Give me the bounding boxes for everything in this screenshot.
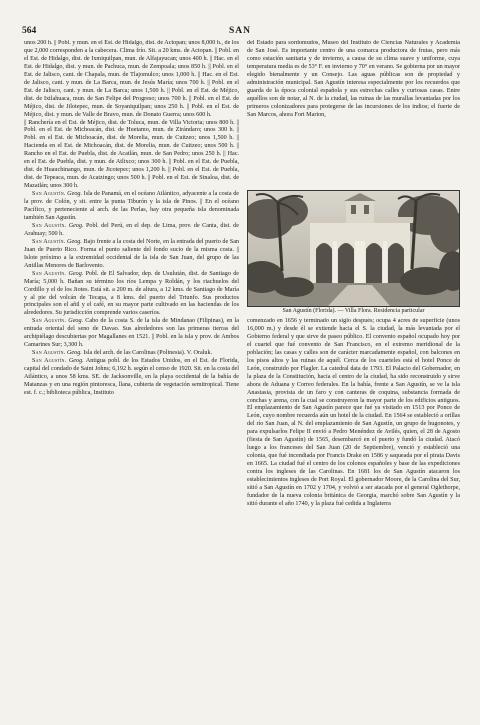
villa-flora-photograph [247,190,460,307]
entry-body: Isla de Panamá, en el océano Atlántico, adyacente a la costa de la prov. de Colón, y sit. entre la punta Tiburón y la isla de Pinos. || En el océano Pacífico, y perteneciente al arch. de las Perlas, hay otra pequeña isla denominada también San Agustín. [24,191,239,221]
entry-headword: San Agustín. [32,191,66,198]
continuation-paragraph: || Ranchería en el Est. de Méjico, dist. de Toluca, mun. de Villa Victoria; unos 800 h. || Pobl. en el Est. de Michoacán, dist. de Huetamo, mun. de Zirándaro; unos 300 h. || Pobl. en el Est. de Michoacán, dist. de Morelia, mun. de Cuitzeo; unos 1,500 h. || Hacienda en el Est. de Michoacán, dist. de Morelia, mun. de Cuitzeo; unos 500 h. || Rancho en el Est. de Puebla, dist. de Acatlán, mun. de San Pedro; unos 250 h. || Hac. en el Est. de Puebla, dist. y mun. de Atlixco; unos 300 h. || Pobl. en el Est. de Puebla, dist. de Huauchinango, mun. de Jicotepec; unos 1,200 h. || Pobl. en el Est. de Puebla, dist. de Tepeaca, mun. de Acatzingo; unos 500 h. || Pobl. en el Est. de Sinaloa, dist. de Mazatlán; unos 300 h. [24,119,239,190]
entry-paragraph [24,271,239,319]
entry-body: Bajo frente a la costa del Norte, en la entrada del puerto de San Juan de Puerto Rico. Forma el punto saliente del fondo sucio de la misma costa. || Islote próximo a la extremidad occidental de la isla de San Juan, del grupo de las Antillas Menores de Barlovento. [24,238,239,269]
entry-body: Isla del arch. de las Carolinas (Polinesia). V. Oraluk. [83,350,213,357]
entry-paragraph [24,223,239,239]
continuation-paragraph: comenzado en 1656 y terminado un siglo después; ocupa 4 acres de superficie (unos 16,000 m.) y desde él se extiende hacia el S. la ciudad, la más levantada por el Gobierno federal y que sirve de paseo público. El convento español ocupado hoy por el cuartel que fué convento de San Francisco, en el extremo meridional de la población; las casas y calles son de carácter marcadamente español, con balcones en los pisos altos y las ruinas de aquél. Cerca de los cuarteles está el hotel Ponce de León, construido por Flagler. La catedral data de 1793. El Palacio del Gobernador, en la plaza de la Constitución, hacia el centro de la ciudad, ha sido reconstruido y sirve ahora de Aduana y Correo federales. En la bahía, frente a San Agustín, se ve la isla Anastasia, provista de un faro y con canteras de coquina, substancia formada de conchas y arena, con la cual se construyeron la mayor parte de los edificios antiguos. El emplazamiento de San Agustín parece que fué ya visitado en 1513 por Ponce de León, cuyo nombre recuerda aún un hotel de la ciudad. En 1564 se estableció a orillas del río San Juan, al N. del emplazamiento de San Agustín, un grupo de hugonotes, y para expulsarlos Felipe II envió a Pedro Menéndez de Avilés, quien, el 28 de Agosto (fiesta de San Agustín) de 1565, desembarcó en el puerto y fundó la ciudad. Atacó luego a los franceses del San Juan (20 de Septiembre), venció y estableció una colonia, que fué incendiada por Francis Drake en 1586 y saqueada por el pirata Davis en 1665. La ciudad fué el centro de los colonos españoles y base de las expediciones contra los ingleses de las Carolinas. En 1681 los de San Agustín atacaron los establecimientos ingleses de Port Royal. El gobernador Moore, de la Carolina del Sur, sitió a San Agustín en 1702 y 1704, y volvió a ser atacada por el general Oglethorpe, fundador de la nueva colonia británica de Georgia, marchó sobre San Agustín y la sitió durante el año 1740, y la plaza fué cedida a Inglaterra [247,318,460,507]
entry-paragraph [24,350,239,358]
entry-category: Geog. [68,270,84,277]
right-column-top [247,40,460,188]
entry-paragraph [24,358,239,398]
entry-headword: San Agustín. [32,270,67,277]
page-number: 564 [22,26,37,36]
entry-body: Cabo de la costa S. de la isla de Mindanao (Filipinas), en la entrada oriental del seno de Davao. Sus alrededores son las primeras tierras del archipiélago descubiertas por Magallanes en 1521. || Pobl. en la isla y prov. de Ambos Camarines Sur; 3,300 h. [24,318,239,349]
figure-caption: San Agustín (Florida). — Villa Flora. Residencia particular [282,308,425,314]
entry-category: Geog. [68,358,84,365]
entry-paragraph [24,318,239,350]
entry-headword: San Agustín. [32,238,66,245]
entry-body: Antigua pobl. de los Estados Unidos, en el Est. de Florida, capital del condado de Saint Johns; 6,192 h. según el censo de 1920. Sit. en la costa del Atlántico, a unos 58 kms. SE. de Jacksonville, en la playa occidental de la bahía de Matanzas y en una región pintoresca, llana, cubierta de vegetación semitropical. Tiene est. f. c.; biblioteca pública, Instituto [24,358,239,396]
entry-paragraph [24,191,239,223]
entry-headword: San Agustín. [32,350,66,357]
entry-category: Geog. [68,222,84,229]
running-head: SAN [228,26,251,36]
right-column-bottom [247,318,460,695]
entry-paragraph [24,239,239,271]
entry-headword: San Agustín. [32,222,67,229]
left-column [24,40,239,695]
entry-category: Geog. [66,350,82,357]
page-header [22,26,458,40]
entry-body: Pobl. del Perú, en el dep. de Lima, prov. de Canta, dist. de Arahuay; 500 h. [24,222,239,237]
entry-category: Geog. [67,191,83,198]
entry-category: Geog. [67,238,82,245]
entry-headword: San Agustín. [32,318,67,325]
continuation-paragraph: unos 200 h. || Pobl. y mun. en el Est. de Hidalgo, dist. de Actopan; unos 8,000 h., de los que 2,000 corresponden a la cabecera. Clima frío. Sit. a 20 kms. de Actopan. || Pobl. en el Est. de Hidalgo, dist. de Ixmiquilpan, mun. de Alfajayucan; unos 400 h. || Hac. en el Est. de Hidalgo, dist. y mun. de Pachuca, mun. de Zempoala; unos 850 h. || Pobl. en el Est. de Jalisco, cant. de Chapala, mun. de Tlajomulco; unos 1,000 h. || Hac. en el Est. de Jalisco, cant. y mun. de La Barca, mun. de Jesús María; unos 700 h. || Pobl. en el Est. de Jalisco, cant. y mun. de La Barca; unos 1,500 h. || Pobl. en el Est. de Méjico, dist. de Ixtlahuaca, mun. de San Felipe del Progreso; unos 700 h. || Pobl. en el Est. de Méjico, dist. de Jilotepec, mun. de Soyaniquilpan; unos 250 h. || Pobl. en el Est. de Méjico, dist. y mun. de Valle de Bravo, mun. de Donato Guerra; unos 600 h. [24,40,239,118]
entry-category: Geog. [68,318,84,325]
entry-body: Pobl. de El Salvador, dep. de Usulután, dist. de Santiago de María; 5,000 h. Bañan su término los ríos Lempa y Roldán, y los riachuelos del Cordillo y el de los Jiotes. Está sit. a 200 m. de altura, a 12 kms. de Santiago de María y al pie del volcán de Tecapa, a 8 kms. del puerto del Triunfo. Sus productos principales son el añil y el café, en su mayor parte cultivado en las haciendas de los alrededores. Su jurisdicción comprende varios caseríos. [24,270,239,317]
continuation-paragraph: del Estado para sordomudos, Museo del Instituto de Ciencias Naturales y Academia de San José. Es importante centro de una comarca productora de frutas, pero más como estación sanitaria y de invierno, a causa de su clima suave y uniforme, cuya temperatura media es de 53° F. en invierno y 70° en verano. Se gobierna por un mayor elegido bienalmente y un Consejo. Las aguas públicas son de propiedad y administración municipal. San Agustín interesa especialmente por los recuerdos que guarda de la época colonial española y sus estrechas calles y curiosas casas. Entre aquéllos son de notar, al N. de la ciudad, las ruinas de las murallas levantadas por los primeros colonizadores para protegerse de las incursiones de los indios; el fuerte de San Marcos, ahora Fort Marion, [247,40,460,118]
entry-headword: San Agustín. [32,358,67,365]
villa-flora-illustration [248,191,459,306]
